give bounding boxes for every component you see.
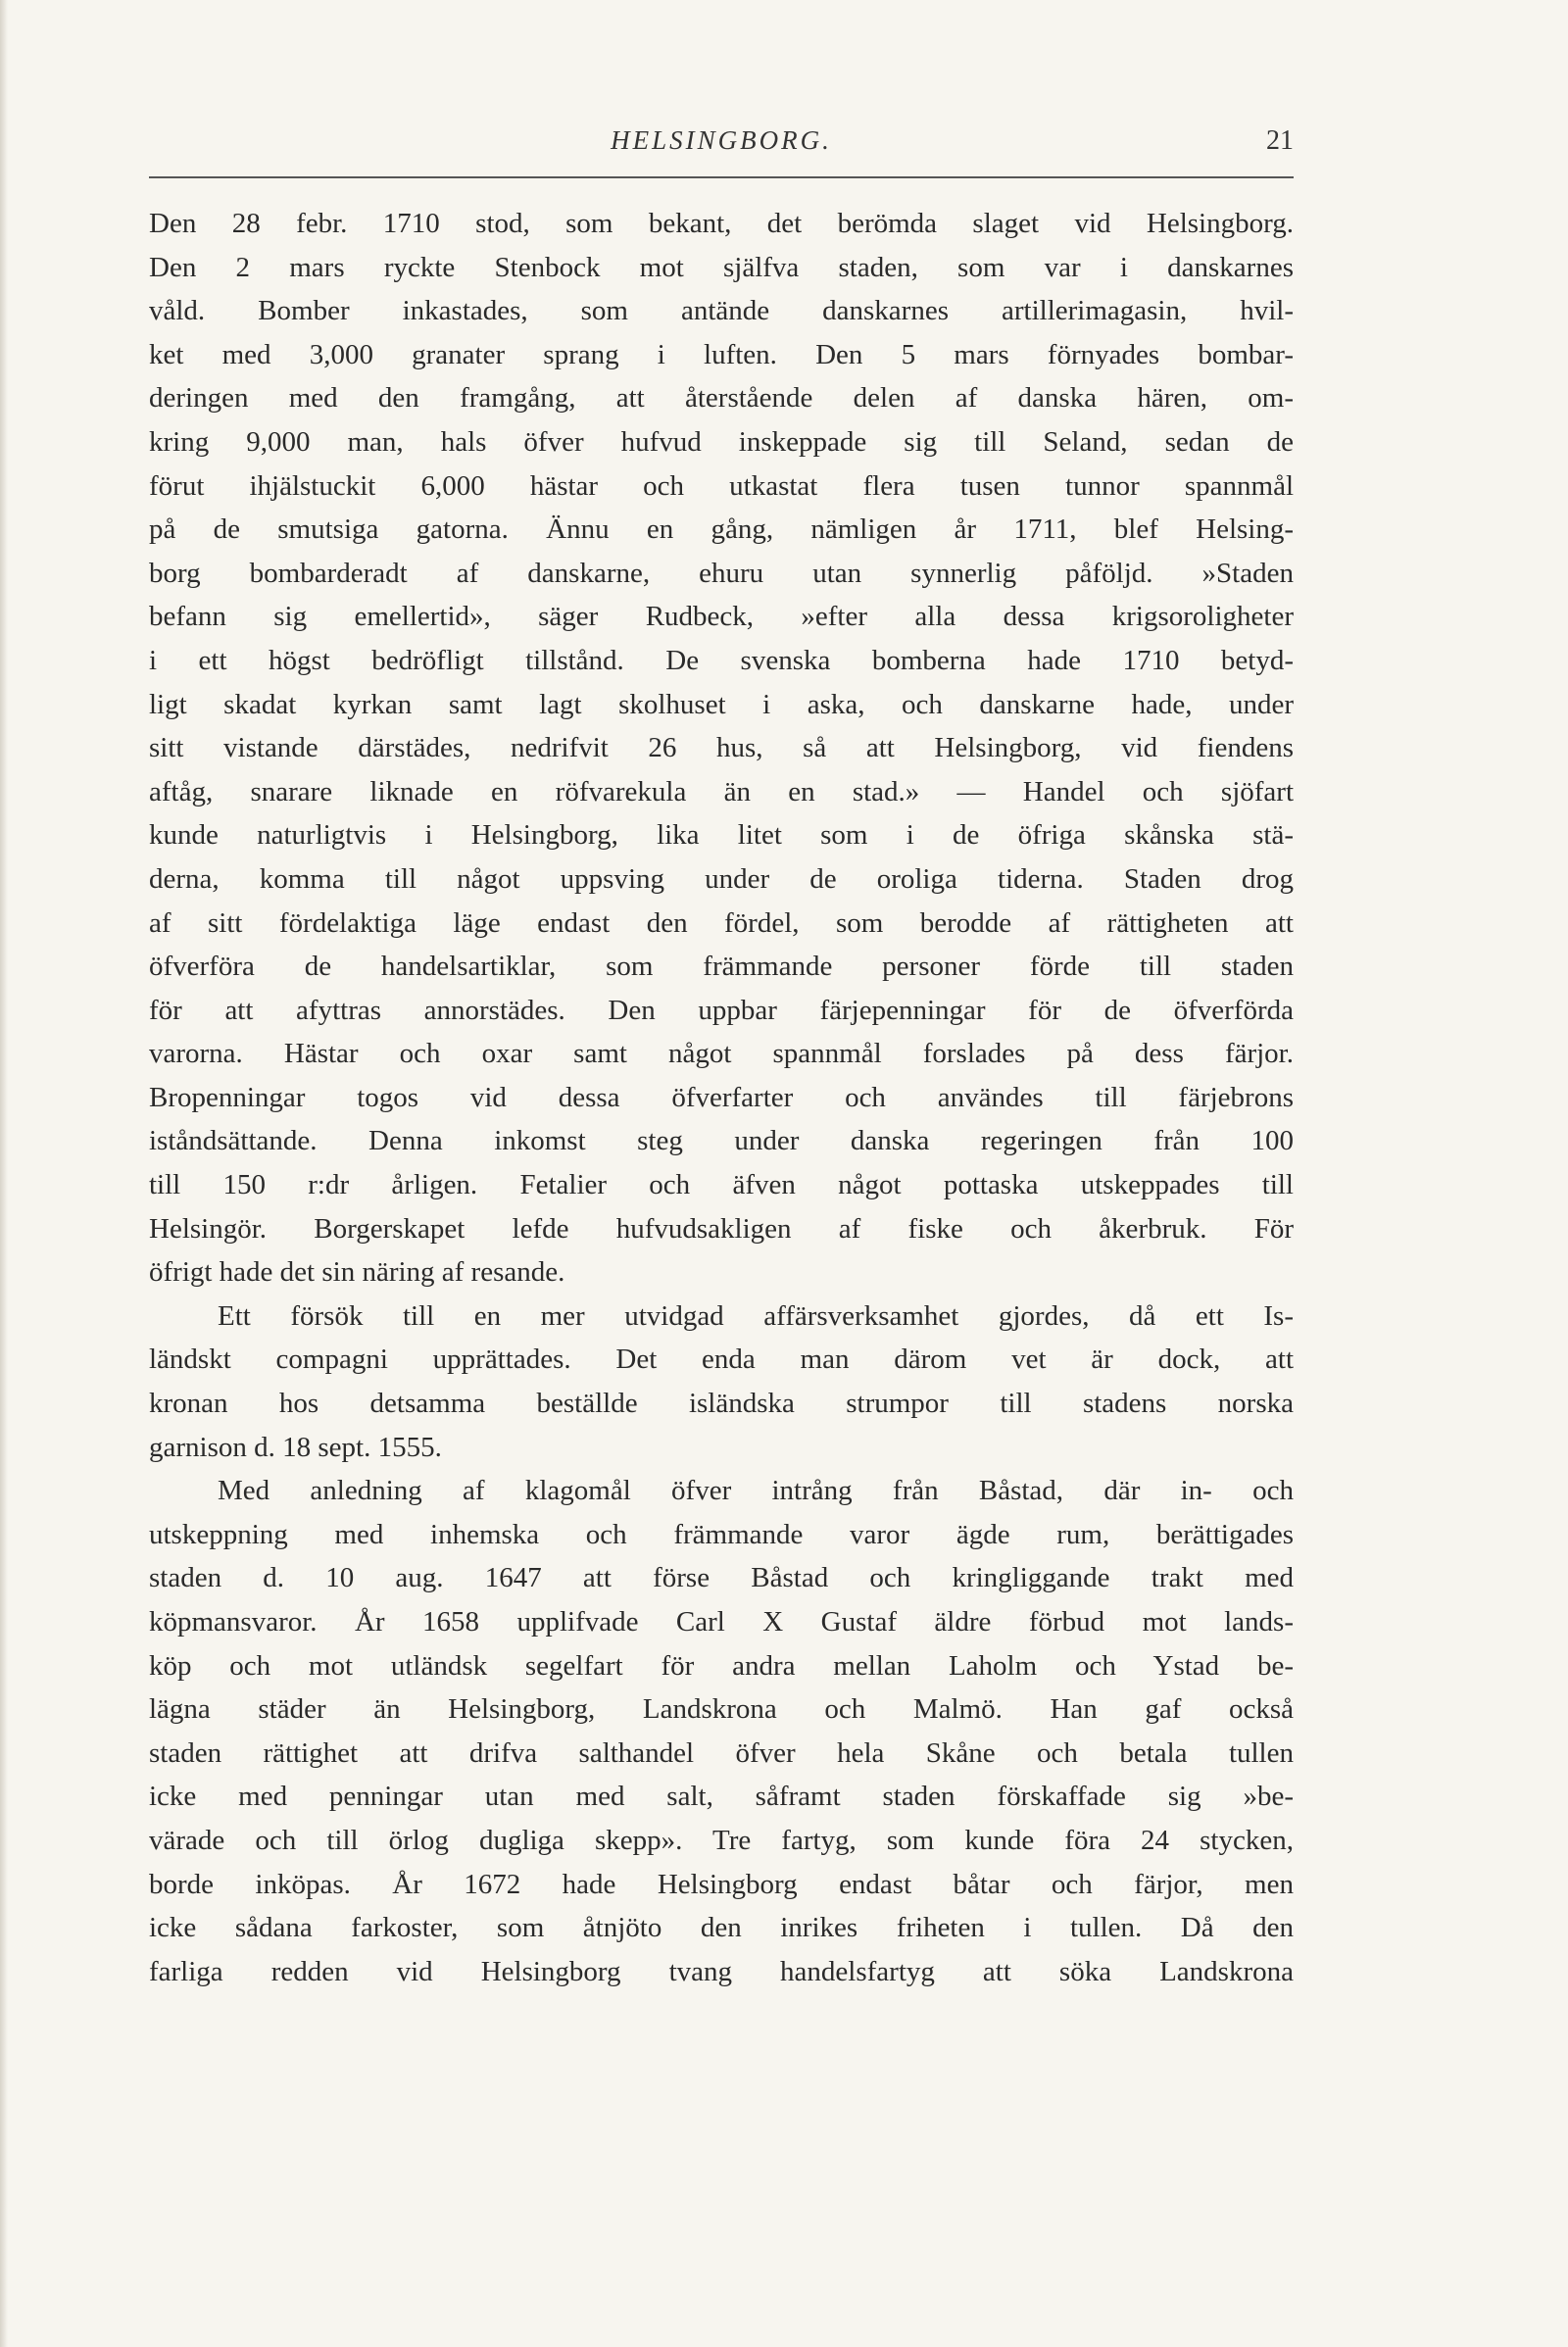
text-line: staden d. 10 aug. 1647 att förse Båstad och kringliggande trakt med bbox=[149, 1562, 1294, 1594]
paragraph-start-line: Ett försök till en mer utvidgad affärsverksamhet gjordes, då ett Is- bbox=[218, 1299, 1294, 1332]
text-line: ländskt compagni upprättades. Det enda man därom vet är dock, att bbox=[149, 1344, 1294, 1376]
text-line: af sitt fördelaktiga läge endast den fördel, som berodde af rättigheten att bbox=[149, 906, 1294, 939]
text-line: kronan hos detsamma beställde isländska strumpor till stadens norska bbox=[149, 1388, 1294, 1420]
text-line: Bropenningar togos vid dessa öfverfarter och användes till färjebrons bbox=[149, 1081, 1294, 1113]
text-line: deringen med den framgång, att återstående delen af danska hären, om- bbox=[149, 382, 1294, 415]
text-line: för att afyttras annorstädes. Den uppbar färjepenningar för de öfverförda bbox=[149, 994, 1294, 1026]
body-text bbox=[149, 202, 1294, 1993]
text-line: Den 28 febr. 1710 stod, som bekant, det berömda slaget vid Helsingborg. bbox=[149, 208, 1294, 239]
text-line: Den 2 mars ryckte Stenbock mot själfva staden, som var i danskarnes bbox=[149, 251, 1294, 283]
text-line: i ett högst bedröfligt tillstånd. De svenska bomberna hade 1710 betyd- bbox=[149, 644, 1294, 676]
text-line: värade och till örlog dugliga skepp». Tre fartyg, som kunde föra 24 stycken, bbox=[149, 1824, 1294, 1856]
running-title: HELSINGBORG. bbox=[611, 125, 832, 155]
text-line: till 150 r:dr årligen. Fetalier och äfven något pottaska utskeppades till bbox=[149, 1169, 1294, 1201]
text-line: ket med 3,000 granater sprang i luften. Den 5 mars förnyades bombar- bbox=[149, 338, 1294, 370]
text-line: Helsingör. Borgerskapet lefde hufvudsakligen af fiske och åkerbruk. För bbox=[149, 1212, 1294, 1245]
text-line: sitt vistande därstädes, nedrifvit 26 hus, så att Helsingborg, vid fiendens bbox=[149, 732, 1294, 764]
text-line: ligt skadat kyrkan samt lagt skolhuset i aska, och danskarne hade, under bbox=[149, 688, 1294, 720]
text-line: förut ihjälstuckit 6,000 hästar och utkastat flera tusen tunnor spannmål bbox=[149, 469, 1294, 502]
text-line: våld. Bomber inkastades, som antände danskarnes artillerimagasin, hvil- bbox=[149, 295, 1294, 327]
header-rule bbox=[149, 176, 1294, 178]
paragraph-end-line: garnison d. 18 sept. 1555. bbox=[149, 1431, 442, 1463]
page-header bbox=[149, 125, 1294, 174]
page-number: 21 bbox=[1266, 125, 1294, 156]
text-line: borg bombarderadt af danskarne, ehuru utan synnerlig påföljd. »Staden bbox=[149, 557, 1294, 589]
text-line: varorna. Hästar och oxar samt något spannmål forslades på dess färjor. bbox=[149, 1038, 1294, 1070]
text-line: befann sig emellertid», säger Rudbeck, »efter alla dessa krigsoroligheter bbox=[149, 601, 1294, 633]
text-line: kring 9,000 man, hals öfver hufvud inskeppade sig till Seland, sedan de bbox=[149, 425, 1294, 458]
text-line: lägna städer än Helsingborg, Landskrona och Malmö. Han gaf också bbox=[149, 1693, 1294, 1726]
text-line: staden rättighet att drifva salthandel öfver hela Skåne och betala tullen bbox=[149, 1736, 1294, 1769]
paragraph-start-line: Med anledning af klagomål öfver intrång från Båstad, där in- och bbox=[218, 1475, 1294, 1507]
page-edge bbox=[0, 0, 8, 2347]
text-line: borde inköpas. År 1672 hade Helsingborg endast båtar och färjor, men bbox=[149, 1868, 1294, 1900]
text-line: icke sådana farkoster, som åtnjöto den inrikes friheten i tullen. Då den bbox=[149, 1912, 1294, 1944]
text-line: derna, komma till något uppsving under de oroliga tiderna. Staden drog bbox=[149, 862, 1294, 895]
text-line: köpmansvaror. År 1658 upplifvade Carl X Gustaf äldre förbud mot lands- bbox=[149, 1606, 1294, 1638]
text-line: iståndsättande. Denna inkomst steg under danska regeringen från 100 bbox=[149, 1125, 1294, 1157]
paragraph-end-line: öfrigt hade det sin näring af resande. bbox=[149, 1256, 565, 1289]
text-line: farliga redden vid Helsingborg tvang handelsfartyg att söka Landskrona bbox=[149, 1955, 1294, 1987]
text-line: aftåg, snarare liknade en röfvarekula än en stad.» — Handel och sjöfart bbox=[149, 775, 1294, 807]
text-line: kunde naturligtvis i Helsingborg, lika litet som i de öfriga skånska stä- bbox=[149, 819, 1294, 852]
text-line: öfverföra de handelsartiklar, som främmande personer förde till staden bbox=[149, 951, 1294, 983]
text-line: utskeppning med inhemska och främmande varor ägde rum, berättigades bbox=[149, 1518, 1294, 1550]
text-line: på de smutsiga gatorna. Ännu en gång, nämligen år 1711, blef Helsing- bbox=[149, 513, 1294, 546]
text-line: icke med penningar utan med salt, såframt staden förskaffade sig »be- bbox=[149, 1781, 1294, 1813]
text-line: köp och mot utländsk segelfart för andra mellan Laholm och Ystad be- bbox=[149, 1649, 1294, 1682]
